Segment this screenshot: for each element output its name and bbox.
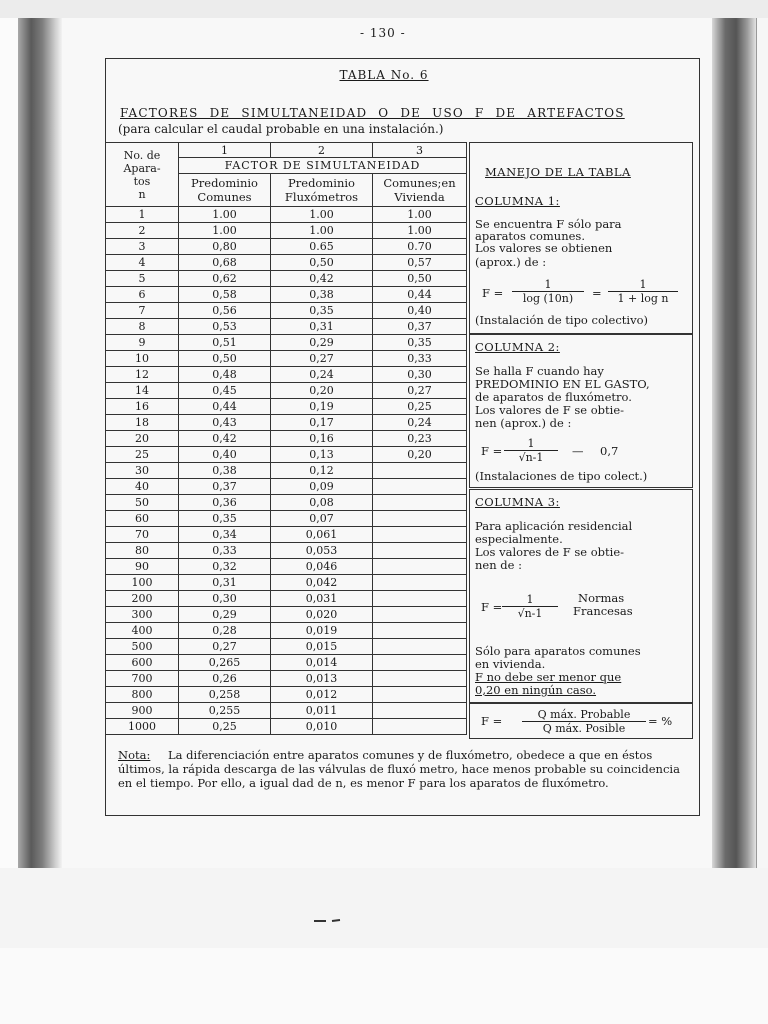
table-row <box>106 239 467 255</box>
table-row <box>106 623 467 639</box>
col3-text: Para aplicación residencial <box>475 519 633 533</box>
cell-factor: 0,25 <box>179 719 271 735</box>
table-row <box>106 319 467 335</box>
cell-factor <box>373 511 467 527</box>
col1-footer: (Instalación de tipo colectivo) <box>475 313 649 327</box>
cell-factor: 0,48 <box>179 367 271 383</box>
cell-factor: 0,35 <box>373 335 467 351</box>
cell-factor: 0,40 <box>373 303 467 319</box>
cell-factor: 0,27 <box>271 351 373 367</box>
cell-factor <box>373 719 467 735</box>
cell-factor <box>373 703 467 719</box>
cell-n: 9 <box>106 335 179 351</box>
table-title-text: TABLA No. 6 <box>339 68 429 82</box>
cell-n: 800 <box>106 687 179 703</box>
fraction-denominator: Q máx. Posible <box>542 722 626 735</box>
cell-n: 80 <box>106 543 179 559</box>
sqrt-icon: √ <box>518 451 526 464</box>
col-header-line: Comunes;en <box>383 176 456 190</box>
fraction-numerator: 1 <box>502 593 558 607</box>
col2-f-eq: F = <box>481 444 503 458</box>
table-row <box>106 703 467 719</box>
col1-text: Se encuentra F sólo para <box>475 217 622 231</box>
cell-n: 14 <box>106 383 179 399</box>
col3-text: especialmente. <box>475 532 563 546</box>
cell-n: 200 <box>106 591 179 607</box>
cell-factor: 0,31 <box>179 575 271 591</box>
cell-factor: 0,38 <box>179 463 271 479</box>
cell-n: 60 <box>106 511 179 527</box>
cell-factor: 0,29 <box>271 335 373 351</box>
footnote-label: Nota: <box>118 748 151 762</box>
header-n-line: No. de <box>123 148 161 162</box>
cell-factor: 0,031 <box>271 591 373 607</box>
cell-n: 16 <box>106 399 179 415</box>
table-row <box>106 447 467 463</box>
col2-fraction <box>504 437 558 464</box>
col2-constant: 0,7 <box>600 444 619 458</box>
cell-n: 40 <box>106 479 179 495</box>
col3-warning: F no debe ser menor que <box>475 670 622 684</box>
cell-factor: 0,28 <box>179 623 271 639</box>
cell-n: 12 <box>106 367 179 383</box>
cell-n: 70 <box>106 527 179 543</box>
cell-n: 900 <box>106 703 179 719</box>
panel-title: MANEJO DE LA TABLA <box>485 165 631 179</box>
col-header-line: Vivienda <box>394 190 445 204</box>
table-title <box>0 68 768 82</box>
footnote-text: La diferenciación entre aparatos comunes y de fluxómetro, obedece a que en éstos últimos, la rápida descarga de las válvulas de fluxó metro, hace menos probable su coincidencia en el tiempo. Por ello, a igual dad de n, es menor F para los aparatos de fluxómetro. <box>118 748 680 790</box>
adjacent-page-edge <box>756 18 768 870</box>
table-row <box>106 383 467 399</box>
cell-factor <box>373 527 467 543</box>
cell-factor: 0,50 <box>373 271 467 287</box>
cell-n: 20 <box>106 431 179 447</box>
fraction-denominator <box>504 451 558 464</box>
col-header-vivienda <box>373 174 467 207</box>
table-row <box>106 271 467 287</box>
cell-factor: 0,17 <box>271 415 373 431</box>
fraction-numerator: Q máx. Probable <box>522 708 646 722</box>
cell-factor: 0,20 <box>373 447 467 463</box>
cell-factor <box>373 591 467 607</box>
table-row <box>106 495 467 511</box>
cell-factor: 0.70 <box>373 239 467 255</box>
header-n-line: n <box>138 187 146 201</box>
cell-factor: 0,015 <box>271 639 373 655</box>
cell-factor: 0,42 <box>179 431 271 447</box>
cell-factor <box>373 607 467 623</box>
cell-factor: 0,35 <box>179 511 271 527</box>
cell-factor: 0,08 <box>271 495 373 511</box>
cell-factor: 0,58 <box>179 287 271 303</box>
fraction-denominator <box>502 607 558 620</box>
cell-factor: 0,011 <box>271 703 373 719</box>
header-n-line: tos <box>133 174 151 188</box>
cell-factor <box>373 479 467 495</box>
table-row <box>106 511 467 527</box>
cell-factor: 1.00 <box>373 207 467 223</box>
cell-factor <box>373 495 467 511</box>
col2-footer: (Instalaciones de tipo colect.) <box>475 469 648 483</box>
cell-factor: 0,57 <box>373 255 467 271</box>
cell-n: 4 <box>106 255 179 271</box>
table-row <box>106 303 467 319</box>
cell-factor: 0,30 <box>179 591 271 607</box>
col1-f-eq: F = <box>482 286 504 300</box>
table-row <box>106 415 467 431</box>
cell-factor: 0,51 <box>179 335 271 351</box>
col3-norm: Francesas <box>573 604 633 618</box>
cell-n: 3 <box>106 239 179 255</box>
formula-fraction <box>522 708 646 735</box>
col2-minus: — <box>572 444 584 458</box>
cell-factor: 0,258 <box>179 687 271 703</box>
cell-factor: 1.00 <box>179 207 271 223</box>
cell-factor: 0,37 <box>373 319 467 335</box>
factor-header: FACTOR DE SIMULTANEIDAD <box>179 158 467 174</box>
cell-factor: 0,13 <box>271 447 373 463</box>
cell-factor: 0,44 <box>179 399 271 415</box>
cell-factor: 0,013 <box>271 671 373 687</box>
col2-heading: COLUMNA 2: <box>475 340 560 354</box>
cell-n: 400 <box>106 623 179 639</box>
cell-factor: 0,35 <box>271 303 373 319</box>
table-subheading: (para calcular el caudal probable en una instalación.) <box>118 122 444 136</box>
col-header-line: Predominio <box>288 176 355 190</box>
table-row <box>106 399 467 415</box>
table-row <box>106 431 467 447</box>
table-row <box>106 287 467 303</box>
col2-text: Los valores de F se obtie- <box>475 403 625 417</box>
col3-text: nen de : <box>475 558 522 572</box>
page-number: - 130 - <box>360 26 406 40</box>
cell-factor: 0,42 <box>271 271 373 287</box>
scan-bottom-blank <box>0 948 768 1024</box>
fraction-numerator: 1 <box>504 437 558 451</box>
col-header-line: Predominio <box>191 176 258 190</box>
table-row <box>106 207 467 223</box>
col-header-line: Fluxómetros <box>284 190 359 204</box>
cell-factor: 0,50 <box>271 255 373 271</box>
cell-factor: 0,43 <box>179 415 271 431</box>
scan-bottom-band <box>0 868 768 948</box>
cell-factor: 0,265 <box>179 655 271 671</box>
table-row <box>106 479 467 495</box>
cell-factor: 0,012 <box>271 687 373 703</box>
col1-fraction-b <box>608 278 678 305</box>
cell-n: 1 <box>106 207 179 223</box>
cell-factor: 0,07 <box>271 511 373 527</box>
fraction-denominator: log (10n) <box>522 292 574 305</box>
cell-factor: 0,046 <box>271 559 373 575</box>
cell-factor: 1.00 <box>271 223 373 239</box>
cell-factor: 0,24 <box>271 367 373 383</box>
cell-factor: 0,62 <box>179 271 271 287</box>
table-row <box>106 463 467 479</box>
cell-factor: 0,014 <box>271 655 373 671</box>
col3-norm: Normas <box>578 591 625 605</box>
cell-n: 18 <box>106 415 179 431</box>
col2-text: nen (aprox.) de : <box>475 416 572 430</box>
col3-f-eq: F = <box>481 600 503 614</box>
cell-n: 90 <box>106 559 179 575</box>
cell-factor: 0,24 <box>373 415 467 431</box>
cell-factor: 1.00 <box>271 207 373 223</box>
cell-factor <box>373 655 467 671</box>
cell-n: 50 <box>106 495 179 511</box>
table-row <box>106 543 467 559</box>
table-row <box>106 687 467 703</box>
table-row <box>106 719 467 735</box>
col1-fraction-a <box>512 278 584 305</box>
col1-text: Los valores se obtienen <box>475 241 613 255</box>
cell-factor: 0.65 <box>271 239 373 255</box>
cell-factor: 0,31 <box>271 319 373 335</box>
cell-factor: 0,30 <box>373 367 467 383</box>
cell-factor: 0,19 <box>271 399 373 415</box>
cell-factor: 1.00 <box>373 223 467 239</box>
col-header-line: Comunes <box>197 190 252 204</box>
cell-factor: 0,12 <box>271 463 373 479</box>
sqrt-icon: √ <box>517 607 525 620</box>
cell-factor: 0,33 <box>179 543 271 559</box>
cell-factor <box>373 575 467 591</box>
col-number: 1 <box>179 143 271 158</box>
col2-text: de aparatos de fluxómetro. <box>475 390 632 404</box>
cell-factor: 0,061 <box>271 527 373 543</box>
cell-factor <box>373 463 467 479</box>
binding-shadow-left <box>18 18 62 870</box>
table-row <box>106 223 467 239</box>
cell-n: 600 <box>106 655 179 671</box>
binding-shadow-right <box>712 18 756 870</box>
col3-text: Los valores de F se obtie- <box>475 545 625 559</box>
table-row <box>106 671 467 687</box>
cell-n: 100 <box>106 575 179 591</box>
col3-fraction <box>502 593 558 620</box>
fraction-numerator: 1 <box>512 278 584 292</box>
cell-factor: 0,53 <box>179 319 271 335</box>
cell-n: 25 <box>106 447 179 463</box>
table-row <box>106 351 467 367</box>
cell-factor: 0,09 <box>271 479 373 495</box>
table-row <box>106 335 467 351</box>
cell-factor: 0,26 <box>179 671 271 687</box>
cell-n: 5 <box>106 271 179 287</box>
formula-f-eq: F = <box>481 714 503 728</box>
cell-factor <box>373 687 467 703</box>
col-header-fluxometros <box>271 174 373 207</box>
cell-factor: 0,80 <box>179 239 271 255</box>
cell-factor: 0,019 <box>271 623 373 639</box>
cell-factor: 0,010 <box>271 719 373 735</box>
simultaneity-factor-table <box>105 142 467 735</box>
cell-factor: 0,25 <box>373 399 467 415</box>
cell-n: 8 <box>106 319 179 335</box>
col2-text: PREDOMINIO EN EL GASTO, <box>475 377 650 391</box>
cell-factor: 0,27 <box>179 639 271 655</box>
header-n <box>106 143 179 207</box>
cell-n: 500 <box>106 639 179 655</box>
formula-suffix: = % <box>648 714 673 728</box>
cell-factor <box>373 623 467 639</box>
cell-n: 1000 <box>106 719 179 735</box>
cell-n: 6 <box>106 287 179 303</box>
col3-text: en vivienda. <box>475 657 546 671</box>
cell-factor <box>373 543 467 559</box>
cell-factor: 0,56 <box>179 303 271 319</box>
col1-text: (aprox.) de : <box>475 255 547 269</box>
table-row <box>106 655 467 671</box>
cell-factor: 0,40 <box>179 447 271 463</box>
cell-factor: 0,44 <box>373 287 467 303</box>
cell-factor: 0,32 <box>179 559 271 575</box>
cell-n: 700 <box>106 671 179 687</box>
cell-factor <box>373 639 467 655</box>
col3-text: Sólo para aparatos comunes <box>475 644 641 658</box>
cell-factor <box>373 559 467 575</box>
cell-factor: 0,16 <box>271 431 373 447</box>
table-row <box>106 367 467 383</box>
cell-n: 300 <box>106 607 179 623</box>
cell-factor: 0,37 <box>179 479 271 495</box>
cell-factor: 0,27 <box>373 383 467 399</box>
footnote <box>118 748 688 790</box>
cell-factor: 0,255 <box>179 703 271 719</box>
cell-n: 30 <box>106 463 179 479</box>
col-number: 3 <box>373 143 467 158</box>
col-number: 2 <box>271 143 373 158</box>
pen-mark-icon <box>312 918 352 924</box>
fraction-numerator: 1 <box>608 278 678 292</box>
table-row <box>106 591 467 607</box>
cell-factor: 0,45 <box>179 383 271 399</box>
cell-factor: 0,20 <box>271 383 373 399</box>
table-row <box>106 575 467 591</box>
table-row <box>106 527 467 543</box>
scan-top-border <box>0 0 768 18</box>
cell-factor: 0,23 <box>373 431 467 447</box>
cell-factor: 0,020 <box>271 607 373 623</box>
cell-factor: 0,38 <box>271 287 373 303</box>
cell-n: 7 <box>106 303 179 319</box>
cell-factor: 0,34 <box>179 527 271 543</box>
cell-factor: 0,68 <box>179 255 271 271</box>
cell-factor: 0,053 <box>271 543 373 559</box>
header-n-line: Apara- <box>123 161 161 175</box>
cell-factor: 0,50 <box>179 351 271 367</box>
cell-factor: 0,29 <box>179 607 271 623</box>
cell-factor: 1.00 <box>179 223 271 239</box>
cell-n: 10 <box>106 351 179 367</box>
table-heading: FACTORES DE SIMULTANEIDAD O DE USO F DE ARTEFACTOS <box>120 106 625 120</box>
cell-factor: 0,36 <box>179 495 271 511</box>
sqrt-radicand: n-1 <box>525 451 544 464</box>
fraction-denominator: 1 + log n <box>617 292 669 305</box>
table-row <box>106 639 467 655</box>
table-row <box>106 607 467 623</box>
cell-factor: 0,042 <box>271 575 373 591</box>
sqrt-radicand: n-1 <box>524 607 543 620</box>
table-row <box>106 255 467 271</box>
cell-n: 2 <box>106 223 179 239</box>
col1-text: aparatos comunes. <box>475 229 585 243</box>
col1-equals: = <box>592 286 602 300</box>
col1-heading: COLUMNA 1: <box>475 194 560 208</box>
col-header-comunes <box>179 174 271 207</box>
col3-warning: 0,20 en ningún caso. <box>475 683 597 697</box>
col3-heading: COLUMNA 3: <box>475 495 560 509</box>
cell-factor <box>373 671 467 687</box>
table-row <box>106 559 467 575</box>
cell-factor: 0,33 <box>373 351 467 367</box>
col2-text: Se halla F cuando hay <box>475 364 604 378</box>
